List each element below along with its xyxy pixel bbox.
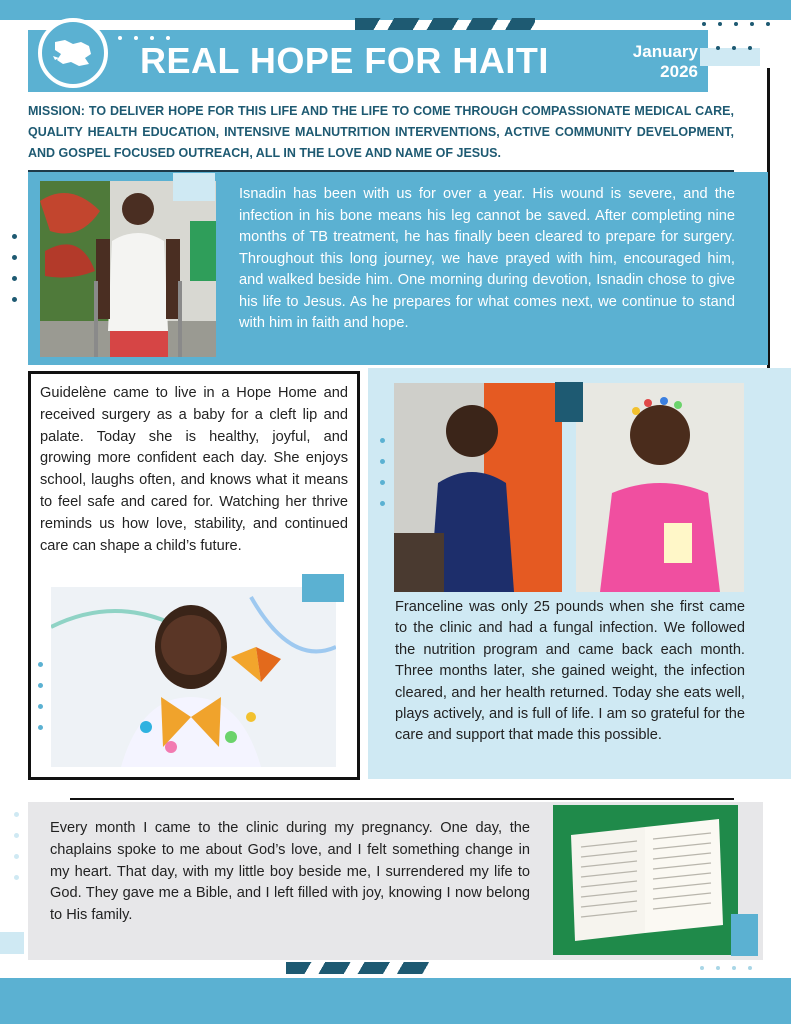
issue-year: 2026 [660, 62, 698, 81]
right-panel-dots [380, 438, 385, 506]
franceline-photo-before [394, 383, 562, 592]
page-title: REAL HOPE FOR HAITI [140, 40, 549, 81]
issue-month: January [632, 42, 698, 61]
isnadin-story-text: Isnadin has been with us for over a year. His wound is severe, and the infection in his bone means his leg cannot be saved. After completing nine months of TB treatment, he has finally been cleared to prepare for surgery. Throughout this long journey, we have prayed with him, encouraged him, and walked beside him. One morning during devotion, Isnadin chose to give his life to Jesus. As he prepares for what comes next, we continue to stand with him in faith and hope. [239, 186, 735, 331]
photo-accent-square-2 [302, 574, 344, 602]
footer-dots [700, 966, 752, 970]
guidelene-story-text: Guidelène came to live in a Hope Home and received surgery as a baby for a cleft lip and palate. Today she is healthy, joyful, and growing more confident each day. She enjoys school, laughs often, and knows what it means to feel safe and cared for. Watching her thrive reminds us how love, stability, and continued care can shape a child’s future. [40, 385, 348, 554]
top-bar [0, 0, 791, 20]
bible-photo [553, 805, 738, 955]
footer-bar [0, 978, 791, 1024]
mother-story-text: Every month I came to the clinic during my pregnancy. One day, the chaplains spoke to me about God’s love, and I felt something change in my heart. That day, with my little boy beside me, I surrendered my life to God. They gave me a Bible, and I left filled with joy, knowing I now belong to His family. [50, 820, 530, 924]
top-right-dots [702, 22, 770, 26]
logo [38, 18, 108, 88]
top-stripes-decoration [355, 18, 535, 30]
mission-statement: MISSION: TO DELIVER HOPE FOR THIS LIFE AND THE LIFE TO COME THROUGH COMPASSIONATE MEDICAL CARE, QUALITY HEALTH EDUCATION, INTENSIVE MALNUTRITION INTERVENTIONS, ACTIVE COMMUNITY DEVELOPMENT, AND GOSPEL FOCUSED OUTREACH, ALL IN THE LOVE AND NAME OF JESUS. [28, 104, 734, 160]
guidelene-photo [51, 587, 336, 767]
header-accent-block [700, 48, 760, 66]
franceline-story-text: Franceline was only 25 pounds when she first came to the clinic and had a fungal infection. We followed the nutrition program and came back each month. Three months later, she gained weight, the infection cleared, and her health returned. Today she eats well, plays actively, and is full of life. I am so grateful for the care and support that made this possible. [395, 599, 745, 744]
left-dots [12, 234, 17, 302]
top-right-dots-2 [716, 46, 752, 50]
isnadin-photo [40, 181, 216, 357]
issue-date [610, 42, 698, 82]
box-dots [38, 662, 43, 730]
haiti-map-icon [51, 36, 95, 70]
photo-accent-square [173, 173, 215, 201]
photo-accent-square-3 [555, 382, 583, 422]
photo-accent-square-4 [731, 914, 758, 956]
bottom-stripes-decoration [286, 962, 436, 974]
franceline-photo-after [576, 383, 744, 592]
section-divider [70, 798, 734, 800]
bottom-left-dots [14, 812, 19, 880]
left-accent-block [0, 932, 24, 954]
